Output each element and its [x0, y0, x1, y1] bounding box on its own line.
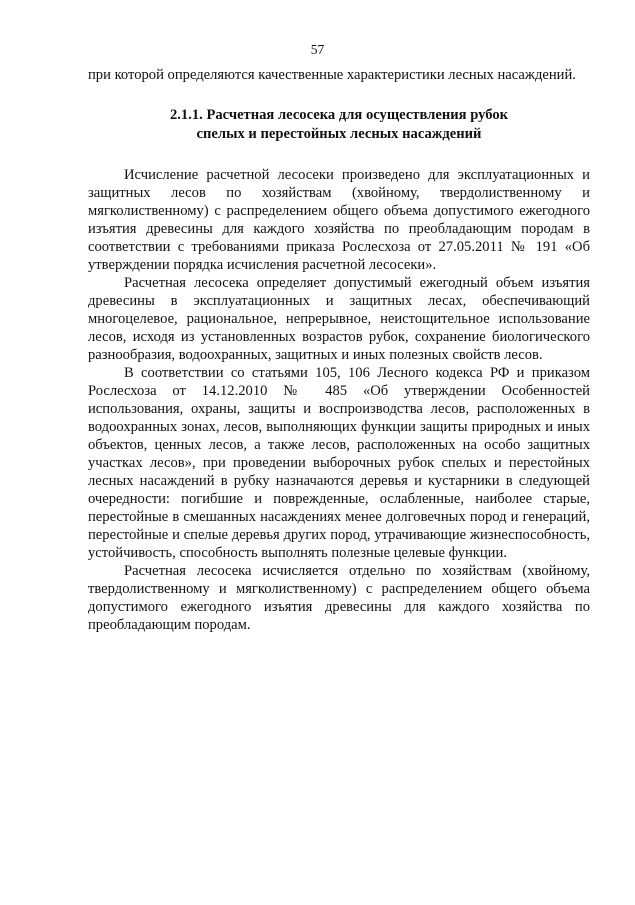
- document-body: [88, 66, 590, 634]
- intro-paragraph: при которой определяются качественные характеристики лесных насаждений.: [88, 67, 576, 83]
- body-paragraph: Исчисление расчетной лесосеки произведено для эксплуатационных и защитных лесов по хозяйствам (хвойному, твердолиственному и мягколиственному) с распределением общего объема допустимого ежегодного изъятия древесины для каждого хозяйства по преобладающим породам в соответствии с требованиями приказа Рослесхоза от 27.05.2011 № 191 «Об утверждении порядка исчисления расчетной лесосеки».: [88, 167, 590, 273]
- section-heading: [88, 106, 590, 144]
- body-paragraph: В соответствии со статьями 105, 106 Лесного кодекса РФ и приказом Рослесхоза от 14.12.2010 № 485 «Об утверждении Особенностей использования, охраны, защиты и воспроизводства лесов, расположенных в водоохранных зонах, лесов, выполняющих функции защиты природных и иных объектов, ценных лесов, а также лесов, расположенных на особо защитных участках лесов», при проведении выборочных рубок спелых и перестойных лесных насаждений в рубку назначаются деревья и кустарники в следующей очередности: погибшие и поврежденные, ослабленные, наиболее старые, перестойные в смешанных насаждениях менее долговечных пород и генераций, перестойные и спелые деревья других пород, утрачивающие жизнеспособность, устойчивость, способность выполнять полезные целевые функции.: [88, 365, 590, 561]
- page-number: 57: [310, 42, 325, 57]
- section-heading-line-1: 2.1.1. Расчетная лесосека для осуществления рубок: [169, 107, 509, 123]
- section-heading-line-2: спелых и перестойных лесных насаждений: [196, 126, 482, 142]
- body-paragraph: Расчетная лесосека определяет допустимый ежегодный объем изъятия древесины в эксплуатационных и защитных лесах, обеспечивающий многоцелевое, рациональное, непрерывное, неистощительное использование лесов, исходя из установленных возрастов рубок, сохранение биологического разнообразия, водоохранных, защитных и иных полезных свойств лесов.: [88, 275, 590, 363]
- body-paragraph: Расчетная лесосека исчисляется отдельно по хозяйствам (хвойному, твердолиственному и мягколиственному) с распределением общего объема допустимого ежегодного изъятия древесины для каждого хозяйства по преобладающим породам.: [88, 563, 590, 633]
